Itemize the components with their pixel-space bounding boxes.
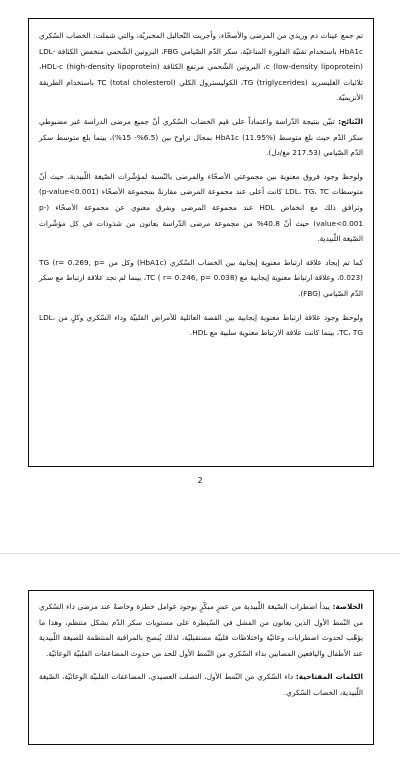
results-label: النّتائج: — [338, 116, 363, 126]
abstract-box-part-2 — [28, 590, 374, 745]
family-history-paragraph — [39, 310, 363, 341]
conclusion-label: الخلاصة: — [332, 602, 363, 611]
family-history-text: ولوحظ وجود علاقة ارتباط معنوية إيجابية بين القصة العائلية للأمراض القلبيّة وداء السّكري وكلٍ من LDL، TC، TG، بينما كانت علاقة الارتباط معنوية سلبية مع HDL. — [39, 312, 363, 338]
keywords-text: داء السّكري من النّمط الأول، التصلب العصيدي، المضاعفات القلبيّة الوعائيّة، الصّيغة اللّبيدية، الخضاب السّكري. — [39, 672, 363, 697]
conclusion-paragraph — [39, 599, 363, 661]
page-number: 2 — [197, 476, 203, 485]
correlation-text: كما تم إيجاد علاقة ارتباط معنوية إيجابية بين الخضاب السّكري (HbA1c) وكل من TG (r= 0.269, p= 0.023)، وعلاقة ارتباط معنوية إيجابية مع TC ( r= 0.246, p= 0.038)، بينما لم نجد علاقة ارتباط مع سكر الدّم الصّيامي (FBG). — [39, 257, 363, 298]
differences-paragraph — [39, 169, 363, 247]
results-paragraph — [39, 114, 363, 161]
conclusion-text: يبدأ اضطراب الصّيغة اللّبيدية من عمرٍ مبكّرٍ بوجود عوامل خطرة وخاصةً عند مرضى داء السّكري من النّمط الأول الذين يعانون من الفشل في السّيطرة على مستويات سكر الدّم بشكل منتظم، وهذا ما يؤهّب لحدوث اضطرابات وعائيّة واختلاطات قلبيّة مستقبليّة، لذلك يُنصح بالمراقبة المنتظمة للصيغة اللّبيدية عند الأطفال واليافعين المصابين بداء السّكري من النّمط الأول للحد من حدوث المضاعفات القلبيّة الوعائيّة. — [39, 602, 363, 658]
abstract-box-part-1 — [28, 18, 374, 467]
differences-text: ولوحظ وجود فروق معنوية بين مجموعتي الأصحّاء والمرضى بالنّسبة لمؤشّرات الصّيغة اللّبيدية، حيث أنّ متوسطات LDL، TG، TC كانت أعلى عند مجموعة المرضى مقارنةً بمجموعة الأصحّاء (p-value<0.001) وترافق ذلك مع انخفاض HDL عند مجموعة المرضى وبفرق معنوي عن مجموعة الأصحّاء (p-value<0.001) حيث أنّ 40.8% من مجموعة مرضى الدّراسة يعانون من شذوذات في كل مؤشّرات الصّيغة اللّبيدية. — [39, 171, 363, 244]
keywords-label: الكلمات المفتاحية: — [295, 672, 363, 682]
keywords-paragraph — [39, 669, 363, 700]
methods-paragraph — [39, 28, 363, 106]
page-divider — [0, 553, 400, 554]
results-text: تبيّن بنتيجة الدّراسة واعتماداً على قيم الخضاب السّكري أنّ جميع مرضى الدراسة غير مضبوطي سكر الدّم حيث بلغ متوسط HbA1c (11.95%) بمجال تراوح بين (6.5%- 15%)، بينما بلغ متوسط سكر الدّم الصّيامي (217.53 مغ/دل). — [39, 116, 364, 158]
methods-text: تم جمع عينات دم وريدي من المرضى والأصحّاء، وأجريت التّحاليل المخبريّة، والتي شملت: الخضاب السّكري HbA1c باستخدام تقنيّة الفلورة المناعيّة، سكر الدّم الصّيامي FBG، البروتين الشّحمي منخفض الكثافة LDL-c (low-density lipoprotein)، البروتين الشّحمي مرتفع الكثافة HDL-c (high-density lipoprotein)، ثلاثيات الغليسريد TG (triglycerides)، الكوليسترول الكلي TC (total cholesterol) باستخدام الطريقة الأنزيميّة. — [39, 31, 364, 103]
correlation-paragraph — [39, 255, 363, 302]
